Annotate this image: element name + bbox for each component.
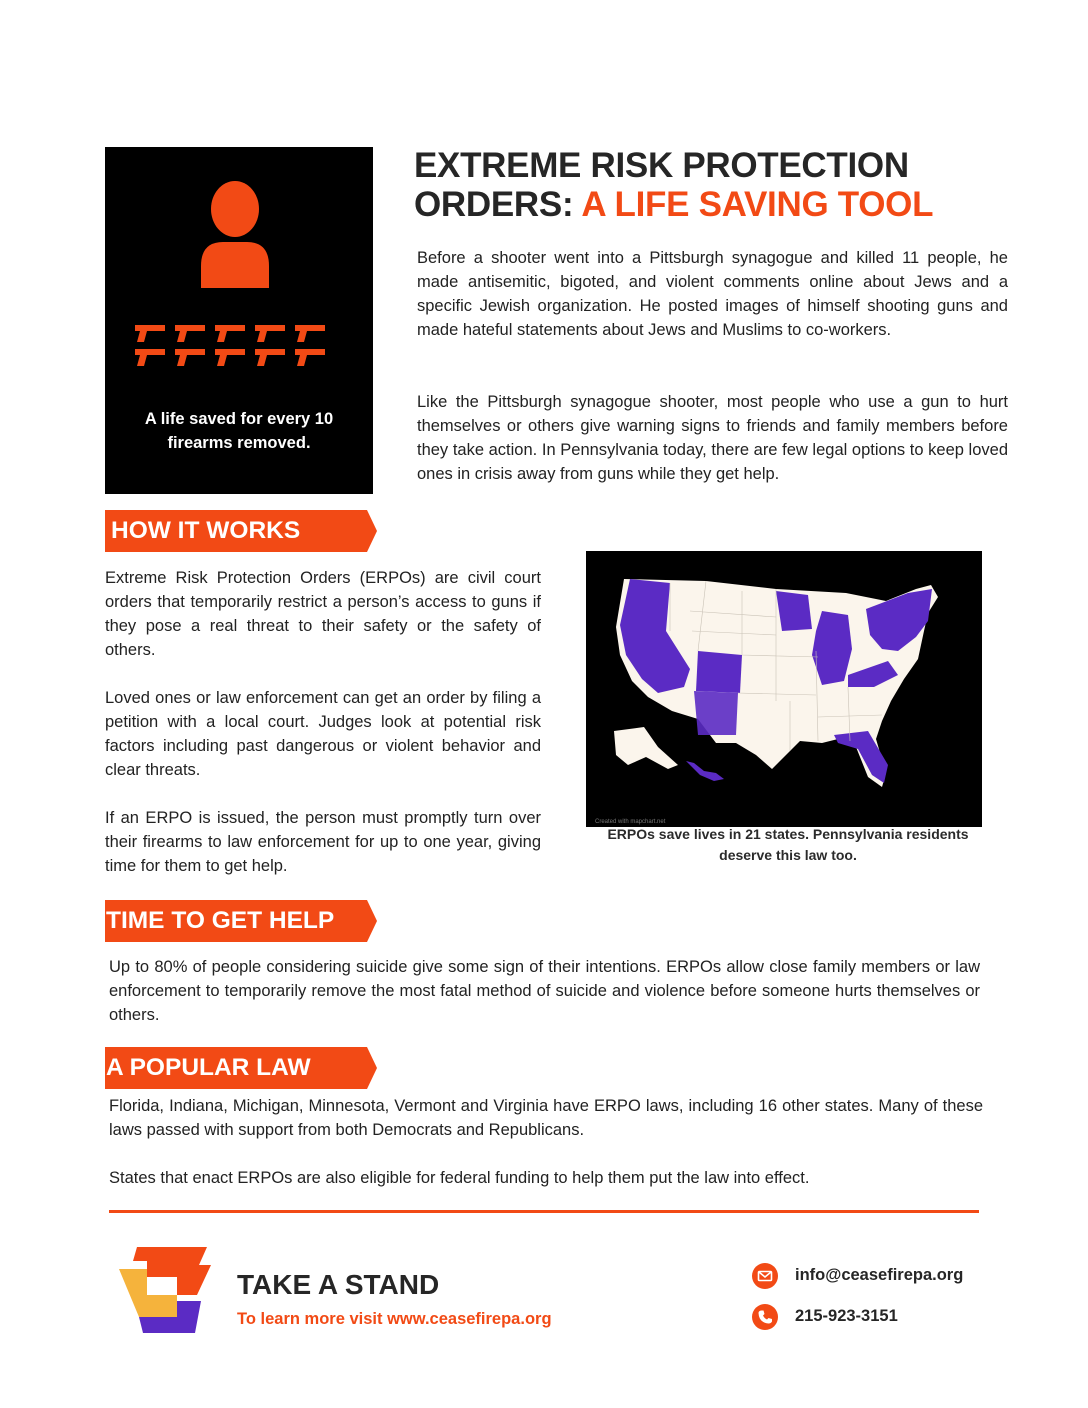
map-new-mexico [694,691,738,735]
how-paragraph-1: Extreme Risk Protection Orders (ERPOs) are civil court orders that temporarily restrict a person’s access to guns if they pose a real threat to their safety or the safety of others. [105,569,541,659]
popular-paragraph-2: States that enact ERPOs are also eligible for federal funding to help them put the law into effect. [109,1169,810,1187]
section-heading: HOW IT WORKS [111,517,301,544]
popular-paragraph-1: Florida, Indiana, Michigan, Minnesota, Vermont and Virginia have ERPO laws, including 16 other states. Many of these laws passed with support from both Democrats and Republicans. [109,1097,983,1139]
section-banner-popular-law [105,1047,378,1089]
take-a-stand-heading: TAKE A STAND [237,1269,440,1300]
erpo-states-map [586,551,982,827]
intro-paragraph-2: Like the Pittsburgh synagogue shooter, most people who use a gun to hurt themselves or others give warning signs to friends and family members before they take action. In Pennsylvania today, there are few legal options to keep loved ones in crisis away from guns while they get help. [417,393,1008,483]
intro-paragraph-1: Before a shooter went into a Pittsburgh synagogue and killed 11 people, he made antisemitic, bigoted, and violent comments online about Jews and a specific Jewish organization. He posted images of himself shooting guns and made hateful statements about Jews and Muslims to co-workers. [417,249,1008,339]
email-icon [752,1263,778,1289]
hero-caption [105,407,373,455]
phone-number[interactable]: 215-923-3151 [795,1307,898,1325]
section-banner-time-to-get-help [105,900,378,942]
page-title [414,146,1034,224]
title-accent: A LIFE SAVING TOOL [581,185,934,224]
section-heading: TIME TO GET HELP [106,907,335,934]
map-northeast [866,589,932,651]
phone-icon [752,1304,778,1330]
section-banner-how-it-works [105,510,378,552]
title-line2 [414,185,1034,224]
map-colorado [696,651,742,693]
title-line1: EXTREME RISK PROTECTION [414,146,909,185]
map-caption: ERPOs save lives in 21 states. Pennsylvania residents deserve this law too. [607,826,969,863]
footer-divider [109,1210,979,1213]
hero-caption-line1: A life saved for every 10 [144,410,334,428]
us-map [586,551,982,827]
how-paragraph-2: Loved ones or law enforcement can get an order by filing a petition with a local court. Judges look at potential risk factors including past dangerous or violent behavior and clear threats. [105,689,541,779]
firearms-icon-grid [135,325,327,371]
how-paragraph-3: If an ERPO is issued, the person must promptly turn over their firearms to law enforcement for up to one year, giving time for them to get help. [105,809,541,875]
time-paragraph: Up to 80% of people considering suicide give some sign of their intentions. ERPOs allow close family members or law enforcement to temporarily remove the most fatal method of suicide and violence before someone hurts themselves or others. [109,958,980,1024]
ceasefirepa-keystone-logo [117,1247,213,1333]
map-credit: Created with mapchart.net [595,819,666,825]
map-minnesota [776,591,812,631]
title-prefix: ORDERS: [414,185,582,224]
email-address[interactable]: info@ceasefirepa.org [795,1266,964,1284]
learn-more-link[interactable]: To learn more visit www.ceasefirepa.org [237,1310,552,1328]
person-icon [193,180,277,288]
section-heading: A POPULAR LAW [106,1054,311,1081]
hero-caption-line2: firearms removed. [167,434,311,452]
hero-card [105,147,373,494]
